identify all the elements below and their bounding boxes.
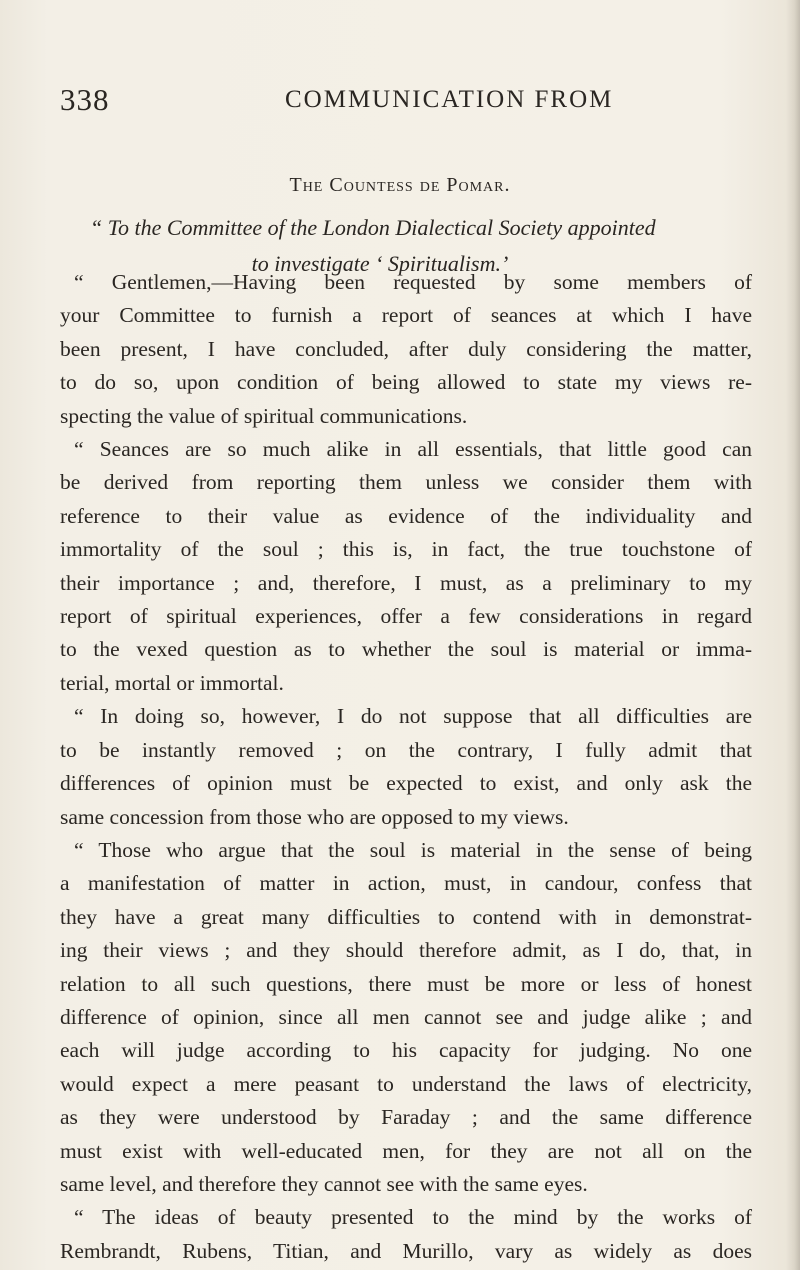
text-line: “ In doing so, however, I do not suppose that all difficulties are [74,704,752,729]
running-head: COMMUNICATION FROM [285,86,614,113]
text-line: terial, mortal or immortal. [60,670,284,695]
text-line: “ The ideas of beauty presented to the mind by the works of [74,1205,752,1230]
text-line: to the vexed question as to whether the soul is material or imma- [60,637,752,662]
text-line: differences of opinion must be expected to exist, and only ask the [60,771,752,796]
text-line: ing their views ; and they should therefore admit, as I do, that, in [60,938,752,963]
text-line: same level, and therefore they cannot see with the same eyes. [60,1171,588,1196]
text-line: each will judge according to his capacity for judging. No one [60,1038,752,1063]
text-line: they have a great many difficulties to contend with in demonstrat- [60,904,752,929]
salutation-line: “ To the Committee of the London Dialectical Society appointed [90,215,656,240]
text-line: Rembrandt, Rubens, Titian, and Murillo, vary as widely as does [60,1238,752,1263]
text-line: be derived from reporting them unless we consider them with [60,470,752,495]
text-line: their importance ; and, therefore, I must, as a preliminary to my [60,570,752,595]
page-number: 338 [60,82,110,117]
section-title: The Countess de Pomar. [289,174,511,196]
text-line: as they were understood by Faraday ; and the same difference [60,1105,752,1130]
text-line: same concession from those who are opposed to my views. [60,804,569,829]
text-line: must exist with well-educated men, for they are not all on the [60,1138,752,1163]
letter-body [60,266,752,1268]
text-line: been present, I have concluded, after duly considering the matter, [60,336,752,361]
text-line: “ Gentlemen,—Having been requested by some members of [74,270,752,294]
text-line: immortality of the soul ; this is, in fact, the true touchstone of [60,537,752,562]
text-line: “ Seances are so much alike in all essentials, that little good can [74,437,752,462]
page-header [60,82,750,122]
text-line: difference of opinion, since all men cannot see and judge alike ; and [60,1004,752,1029]
text-line: “ Those who argue that the soul is material in the sense of being [74,837,752,862]
text-line: to be instantly removed ; on the contrary, I fully admit that [60,737,752,762]
text-line: would expect a mere peasant to understand the laws of electricity, [60,1071,752,1096]
text-line: relation to all such questions, there must be more or less of honest [60,971,752,996]
salutation-line: to investigate ‘ Spiritualism.’ [251,251,509,276]
text-line: a manifestation of matter in action, must, in candour, confess that [60,871,752,896]
text-line: your Committee to furnish a report of seances at which I have [60,303,752,328]
text-line: report of spiritual experiences, offer a few considerations in regard [60,604,752,629]
text-line: specting the value of spiritual communications. [60,403,468,428]
text-line: to do so, upon condition of being allowed to state my views re- [60,370,752,395]
text-line: reference to their value as evidence of the individuality and [60,503,752,528]
